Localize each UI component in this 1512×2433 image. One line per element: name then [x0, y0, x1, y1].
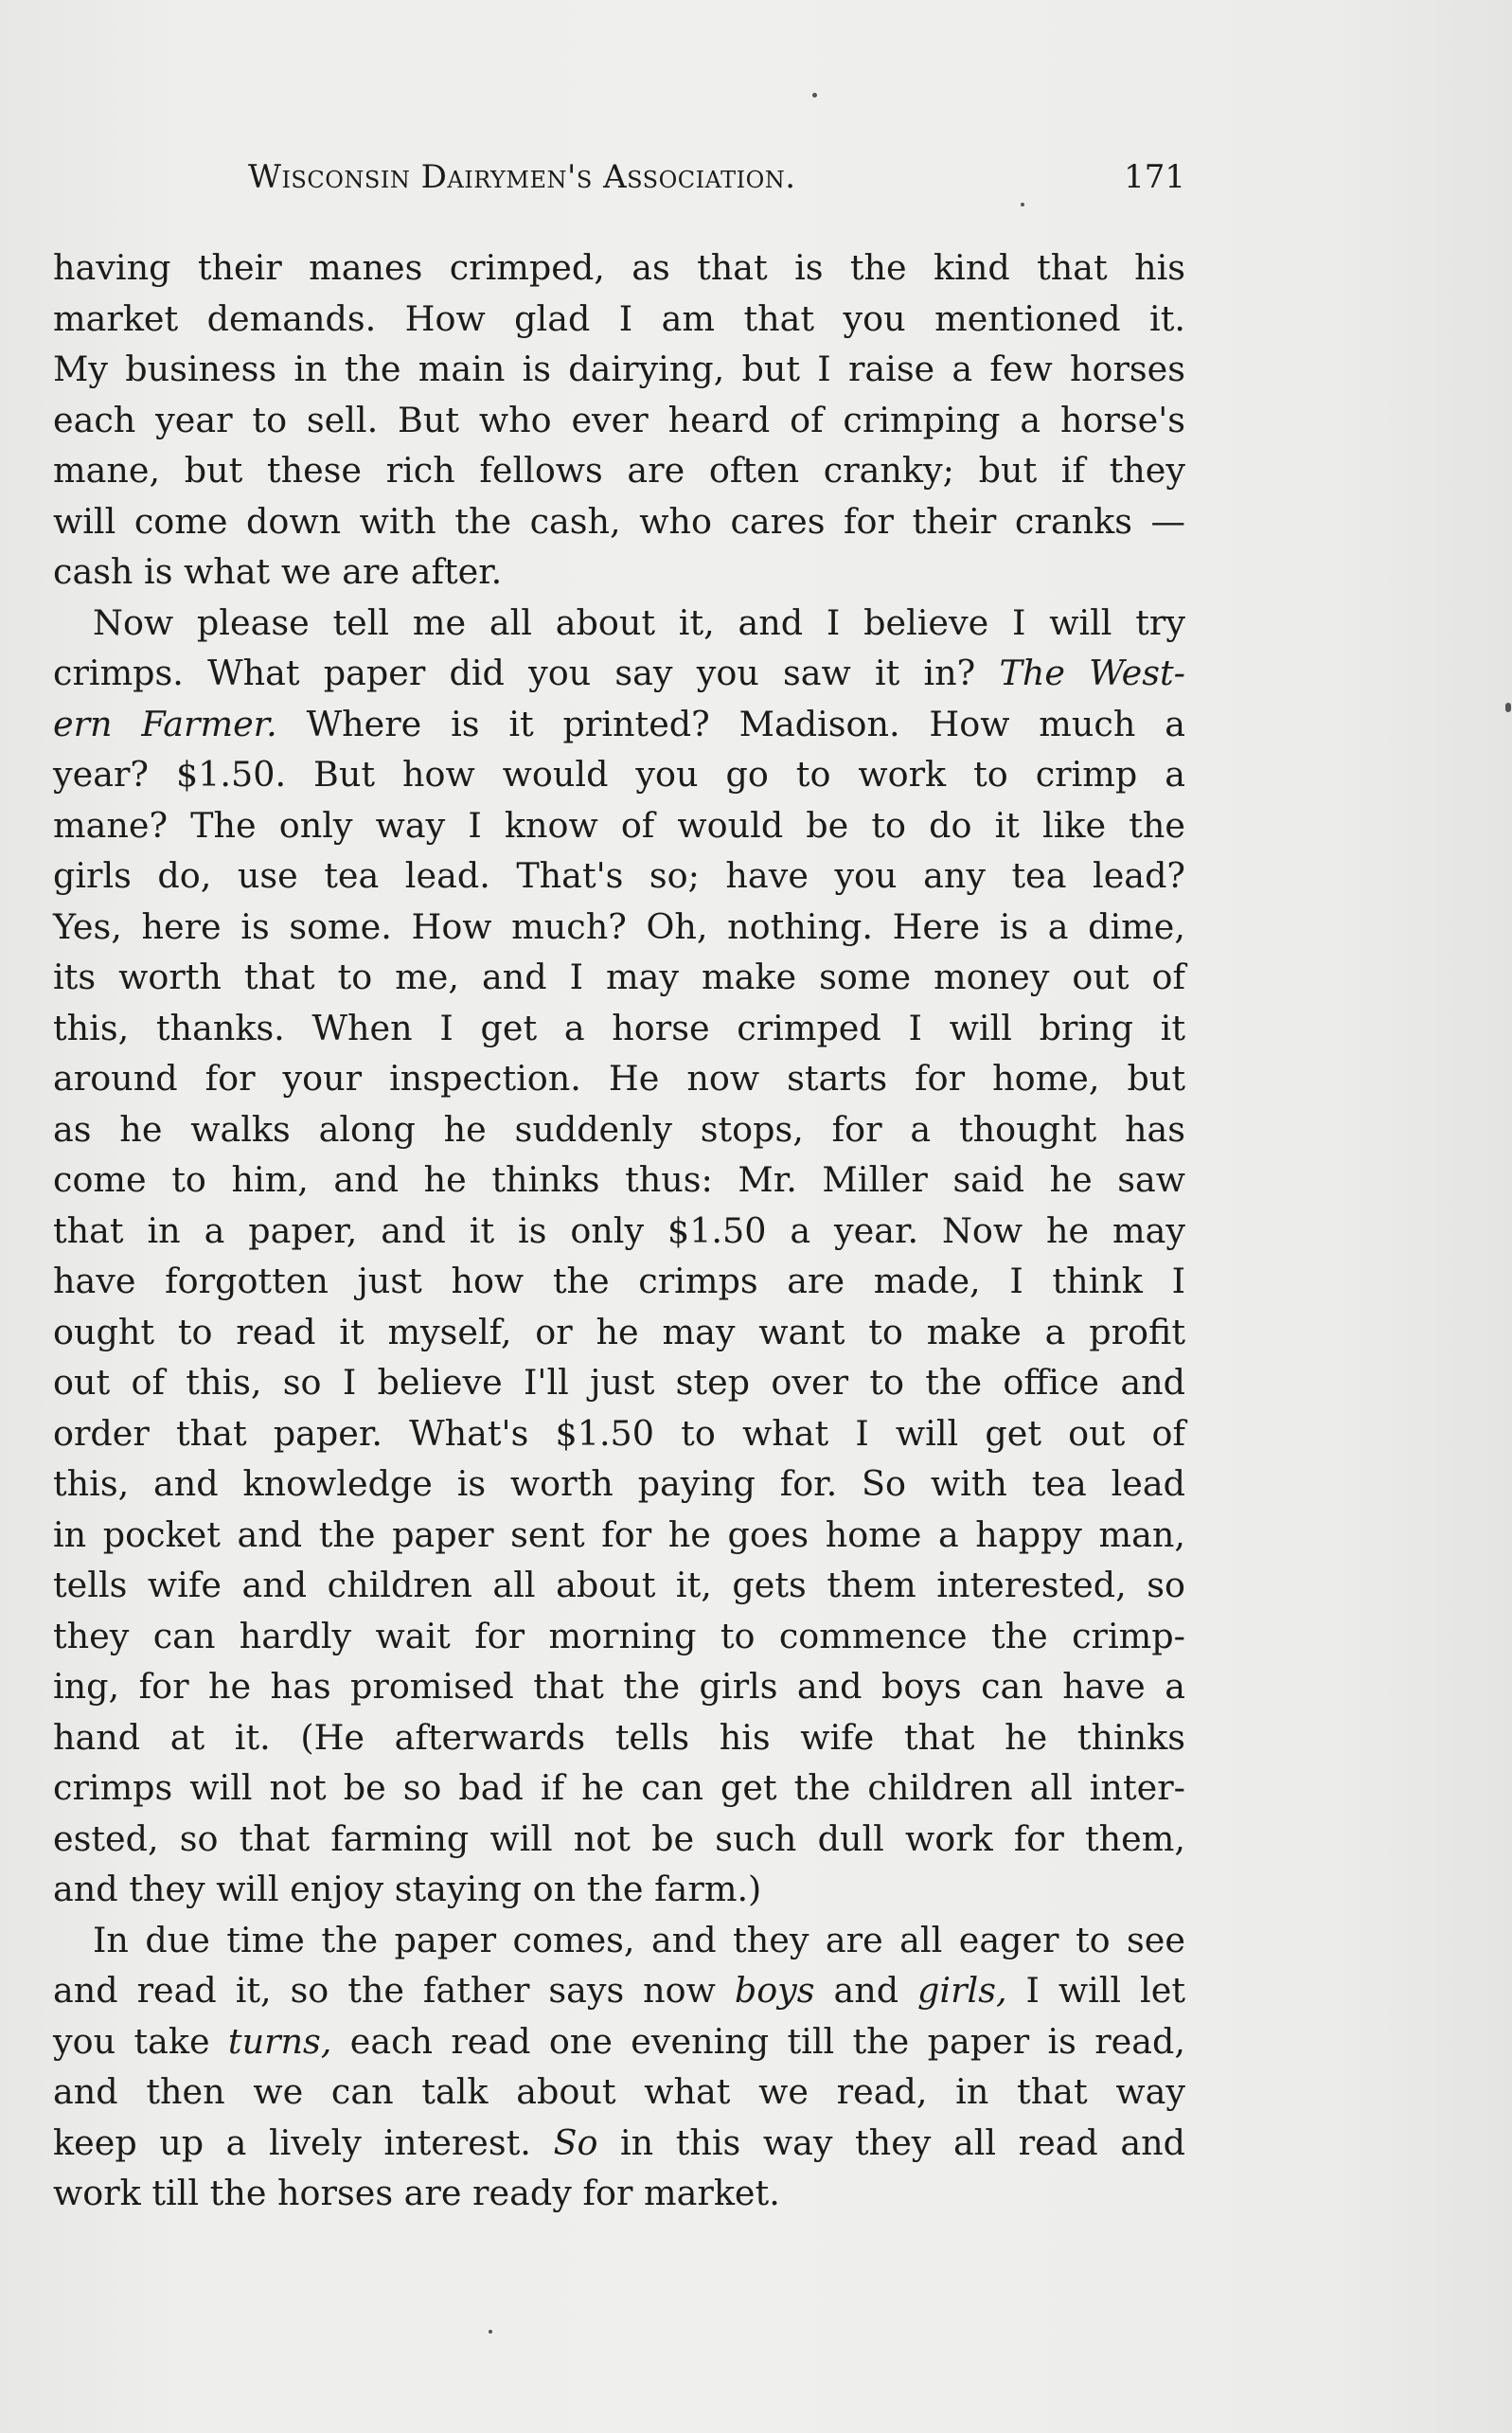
text-line: work till the horses are ready for market. [53, 2173, 780, 2213]
text-line: and then we can talk about what we read, in that way [53, 2071, 1185, 2112]
text-line: order that paper. What's $1.50 to what I will get out of [53, 1412, 1185, 1454]
page-number: 171 [1124, 158, 1185, 196]
ink-speck [1021, 203, 1024, 206]
text-line: ested, so that farming will not be such dull work for them, [53, 1817, 1185, 1859]
text-line: cash is what we are after. [53, 551, 503, 592]
text-line: Now please tell me all about it, and I believe I will try [93, 601, 1185, 643]
text-line: crimps. What paper did you say you saw it in? The West- [53, 653, 1185, 693]
text-line: hand at it. (He afterwards tells his wife that he thinks [53, 1716, 1185, 1758]
text-line: they can hardly wait for morning to commence the crimp- [53, 1615, 1185, 1656]
text-line: having their manes crimped, as that is the kind that his [53, 247, 1185, 288]
text-line: this, and knowledge is worth paying for. So with tea lead [53, 1463, 1185, 1504]
running-title: Wisconsin Dairymen's Association. [248, 158, 796, 196]
text-line: its worth that to me, and I may make some money out of [53, 957, 1185, 997]
text-line: My business in the main is dairying, but I raise a few horses [53, 349, 1185, 389]
text-line: keep up a lively interest. So in this way they all read and [53, 2121, 1185, 2163]
text-line: In due time the paper comes, and they are all eager to see [93, 1919, 1185, 1960]
text-line: each year to sell. But who ever heard of crimping a horse's [53, 399, 1185, 440]
ink-speck [489, 2330, 492, 2334]
text-line: that in a paper, and it is only $1.50 a year. Now he may [53, 1209, 1185, 1251]
text-line: have forgotten just how the crimps are made, I think I [53, 1261, 1185, 1301]
text-line: girls do, use tea lead. That's so; have you any tea lead? [53, 855, 1185, 896]
text-line: this, thanks. When I get a horse crimped I will bring it [53, 1007, 1185, 1048]
text-line: around for your inspection. He now starts for home, but [53, 1058, 1185, 1099]
body-text [53, 242, 1185, 2219]
text-line: ern Farmer. Where is it printed? Madison. How much a [53, 703, 1185, 744]
text-line: you take turns, each read one evening till the paper is read, [53, 2020, 1185, 2062]
text-line: tells wife and children all about it, gets them interested, so [53, 1565, 1185, 1605]
text-line: mane, but these rich fellows are often cranky; but if they [53, 450, 1185, 491]
text-line: in pocket and the paper sent for he goes home a happy man, [53, 1513, 1185, 1555]
running-head [248, 152, 1185, 203]
text-line: and read it, so the father says now boys and girls, I will let [53, 1970, 1185, 2011]
ink-speck [1505, 703, 1511, 712]
text-line: will come down with the cash, who cares for their cranks — [53, 500, 1185, 542]
text-line: come to him, and he thinks thus: Mr. Miller said he saw [53, 1159, 1185, 1200]
text-line: and they will enjoy staying on the farm.) [53, 1869, 762, 1909]
text-line: as he walks along he suddenly stops, for a thought has [53, 1108, 1185, 1150]
text-line: ing, for he has promised that the girls and boys can have a [53, 1666, 1185, 1707]
text-line: market demands. How glad I am that you mentioned it. [53, 297, 1185, 339]
ink-speck [812, 93, 817, 98]
text-line: year? $1.50. But how would you go to work to crimp a [53, 754, 1185, 795]
text-line: ought to read it myself, or he may want to make a profit [53, 1311, 1185, 1352]
text-line: mane? The only way I know of would be to do it like the [53, 804, 1185, 846]
text-line: out of this, so I believe I'll just step over to the office and [53, 1362, 1185, 1403]
text-line: Yes, here is some. How much? Oh, nothing. Here is a dime, [53, 905, 1185, 947]
text-line: crimps will not be so bad if he can get the children all inter- [53, 1767, 1185, 1808]
